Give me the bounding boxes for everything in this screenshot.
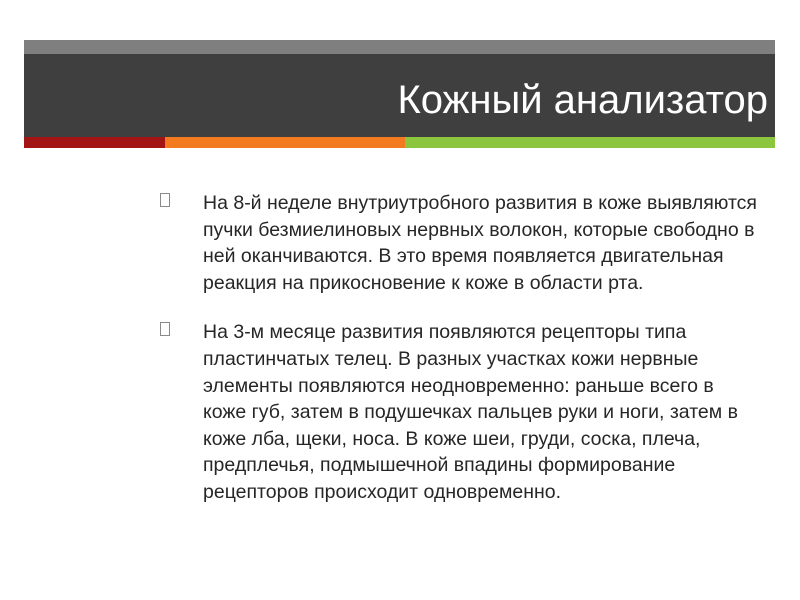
accent-segment-green [405, 137, 775, 148]
bullet-list [160, 190, 760, 529]
title-band-top-strip [24, 40, 775, 54]
accent-bar [24, 137, 775, 148]
bullet-text: На 8-й неделе внутриутробного развития в коже выявляются пучки безмиелиновых нервных волокон, которые свободно в ней оканчиваются. В это время появляется двигательная реакция на прикосновение к коже в области рта. [203, 192, 757, 294]
bullet-marker-icon [160, 322, 170, 336]
bullet-text: На 3-м месяце развития появляются рецепторы типа пластинчатых телец. В разных участках кожи нервные элементы появляются неодновременно: раньше всего в коже губ, затем в подушечках пальцев руки и ноги, затем в коже лба, щеки, носа. В коже шеи, груди, соска, плеча, предплечья, подмышечной впадины формирование рецепторов происходит одновременно. [203, 321, 738, 503]
bullet-item [160, 190, 760, 296]
bullet-item [160, 319, 760, 505]
accent-segment-orange [165, 137, 405, 148]
bullet-marker-icon [160, 193, 170, 207]
slide-title: Кожный анализатор [397, 78, 768, 122]
accent-segment-red [24, 137, 165, 148]
